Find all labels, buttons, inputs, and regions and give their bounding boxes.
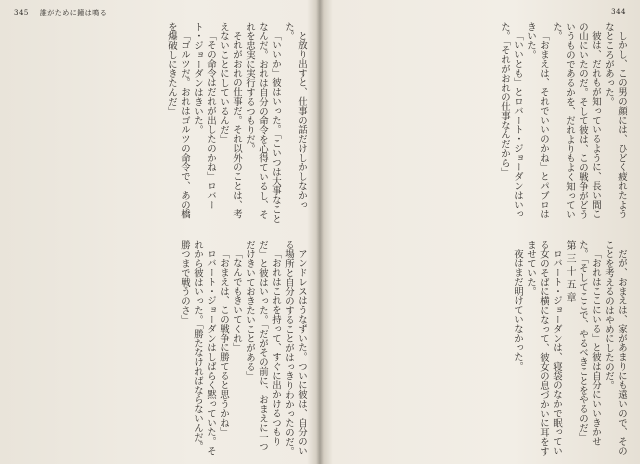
paragraph: だが、おまえは、家があまりにも遠いので、そのことを考えるのはやめにしたのだ。 [603, 240, 627, 456]
left-bottom-text-block [12, 240, 308, 456]
paragraph: アンドレスはうなずいた。ついに彼は、自分のいる場所と自分のすることがはっきりわかったのだ。 [283, 240, 307, 456]
paragraph: 「おれはここにいる」と彼は自分にいいきかせた。「そしてここで、やるべきことをやるのだ」 [577, 240, 601, 447]
paragraph: 「いいか」彼はいった。「こいつは大事なことなんだ。おれは自分の命令を心得ているし、それを忠実に実行するつもりだ。 [244, 22, 281, 224]
right-bottom-text-block [332, 240, 628, 456]
left-running-title: 誰がために鐘は鳴る [39, 9, 108, 17]
paragraph: 「おれはこれを持って、すぐに出かけるつもりだ」と彼はいった。「だがその前に、おまえに一つだけきいておきたいことがある」 [244, 240, 281, 452]
paragraph: と放り出すと、仕事の話だけしかしなかった。 [283, 22, 307, 210]
left-page [0, 0, 316, 464]
chapter-title: 第三十五章 [564, 240, 575, 305]
paragraph: 彼は、だれもが知っているように、長い間この山にいたのだ。そして彼は、この戦争がどういうものであるかを、だれよりもよく知っていた。 [551, 22, 601, 220]
book-gutter [316, 0, 324, 464]
right-page-number: 344 [611, 8, 626, 16]
paragraph: しかし、この男の顔には、ひどく疲れたようなところがあった。 [603, 22, 627, 220]
left-page-number: 345 [14, 9, 29, 17]
paragraph: 「その命令はだれが出したのかね」ロバート・ジョーダンはきいた。 [192, 22, 216, 210]
paragraph: 「なんでもきいてくれ」 [231, 249, 242, 353]
paragraph: 「ゴルツだ。おれはゴルツの命令で、あの橋を爆破しにきたんだ」 [166, 22, 190, 220]
paragraph: 夜はまだ明けていなかった。 [512, 249, 523, 372]
paragraph: 「おまえは、この戦争に勝てると思うかね」 [218, 249, 229, 438]
paragraph: ロバート・ジョーダンはしばらく黙っていた。それから彼はいった。「勝たなければならないんだ。勝つまで戦うのさ」 [179, 240, 216, 456]
paragraph: 「いいとも」とロバート・ジョーダンはいった。「それがおれの仕事なんだから」 [499, 22, 523, 220]
paragraph: 「おまえは、それでいいのかね」とパブロはきいた。 [525, 22, 549, 220]
right-top-text-block [332, 22, 628, 228]
right-page-header [611, 8, 626, 16]
paragraph: ロバート・ジョーダンは、寝袋のなかで眠っている女のそばに横になって、彼女の息づかいに耳をすませていた。 [525, 240, 562, 456]
paragraph: それがおれの仕事だ。それ以外のことは、考えないことにしているんだ」 [218, 22, 242, 220]
left-page-header [14, 8, 107, 18]
left-top-text-block [12, 22, 308, 228]
right-page [324, 0, 640, 464]
